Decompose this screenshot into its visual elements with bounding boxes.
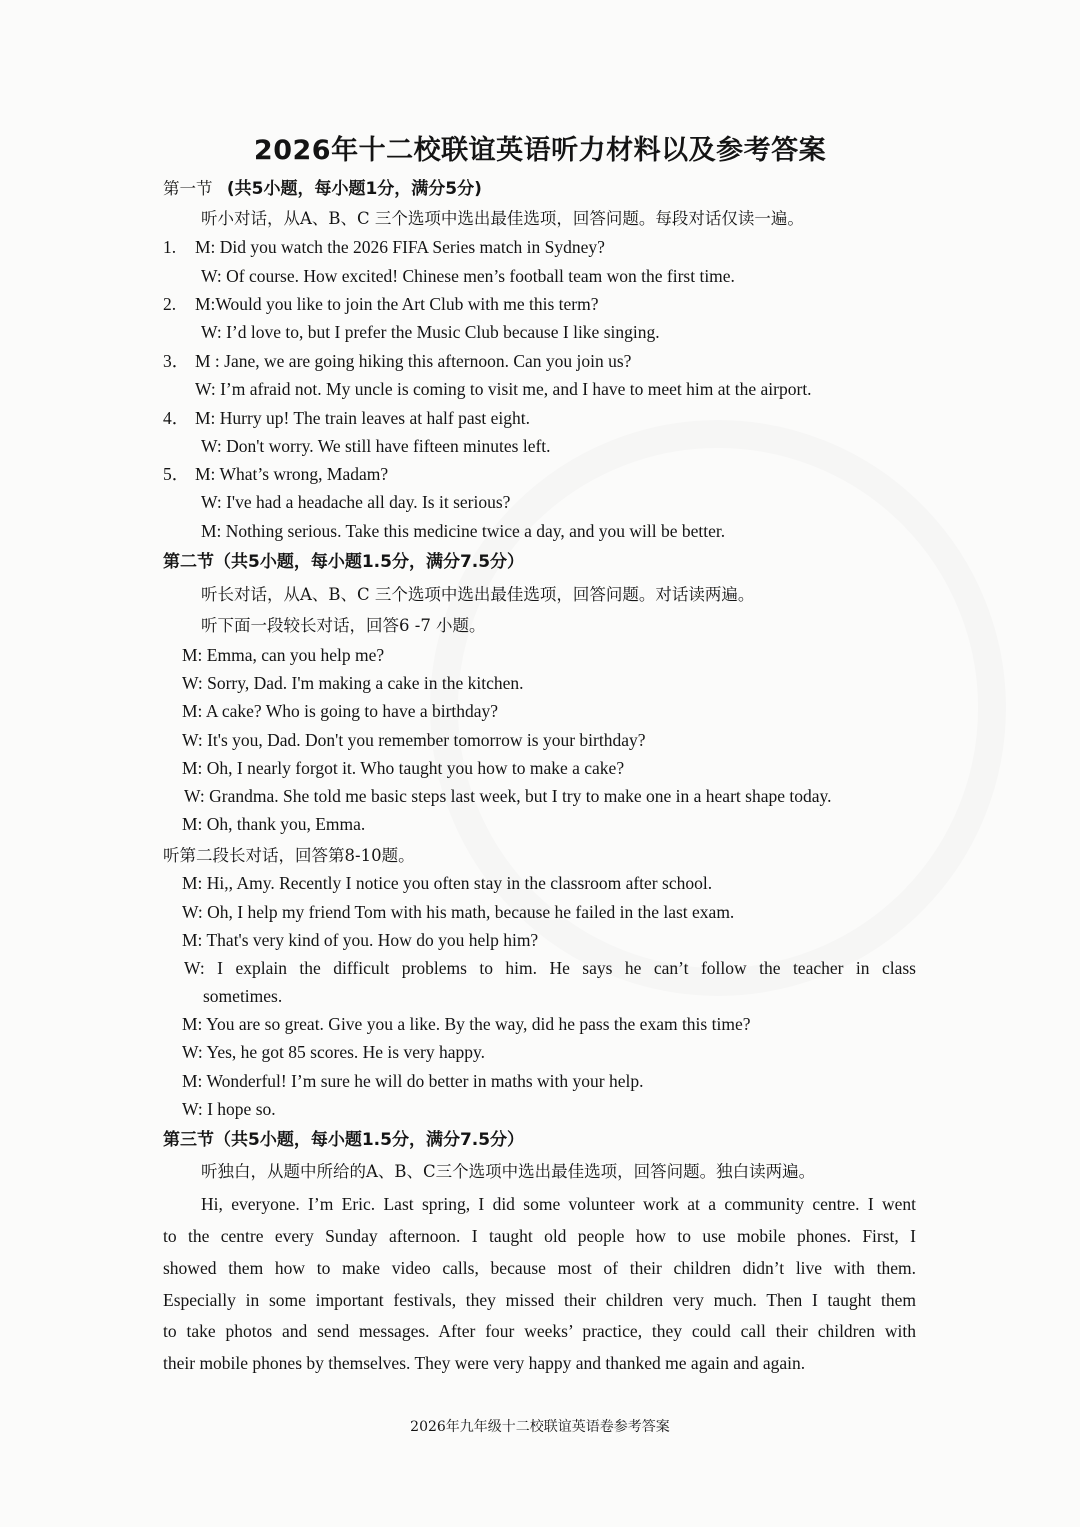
dialog1-line: M: Emma, can you help me? [182,645,385,665]
section2-heading: 第二节（共5小题，每小题1.5分，满分7.5分） [163,552,525,572]
dialog2-line: W: Yes, he got 85 scores. He is very happy. [182,1042,485,1062]
item-number: 3． [163,351,190,371]
dialog2-line: W: I explain the difficult problems to him. He says he can’t follow the teacher in class [184,958,916,978]
dialog2-line: M: You are so great. Give you a like. By the way, did he pass the exam this time? [182,1014,751,1034]
item-5-line-2: W: I've had a headache all day. Is it serious? [201,492,511,512]
section1-label: 第一节 [163,179,213,198]
item-1-line-2: W: Of course. How excited! Chinese men’s football team won the first time. [201,266,735,286]
dialog2-intro: 听第二段长对话，回答第8-10题。 [163,846,415,865]
item-number: 4． [163,408,190,428]
item-2-line-2: W: I’d love to, but I prefer the Music Club because I like singing. [201,322,660,342]
dialog2-line: M: Hi,, Amy. Recently I notice you often stay in the classroom after school. [182,873,713,893]
dialog2-line: W: Oh, I help my friend Tom with his math, because he failed in the last exam. [182,902,735,922]
monologue-line: showed them how to make video calls, because most of their children didn’t live with them. [163,1258,916,1278]
item-5-line-3: M: Nothing serious. Take this medicine twice a day, and you will be better. [201,521,726,541]
dialog1-line: W: Grandma. She told me basic steps last week, but I try to make one in a heart shape today. [184,786,832,806]
page-footer: 2026年九年级十二校联谊英语卷参考答案 [410,1419,670,1435]
item-number: 2. [163,294,177,314]
monologue-line: Hi, everyone. I’m Eric. Last spring, I did some volunteer work at a community centre. I went [201,1194,916,1214]
item-1-line-1: 1. M: Did you watch the 2026 FIFA Series match in Sydney? [163,237,605,257]
item-2-line-1: 2. M:Would you like to join the Art Club with me this term? [163,294,599,314]
dialog2-line: M: That's very kind of you. How do you help him? [182,930,539,950]
monologue-line: their mobile phones by themselves. They were very happy and thanked me again and again. [163,1353,806,1373]
monologue-line: Especially in some important festivals, they missed their children very much. Then I taught them [163,1290,916,1310]
document-title: 2026年十二校联谊英语听力材料以及参考答案 [253,135,827,166]
section3-instruction: 听独白，从题中所给的A、B、C三个选项中选出最佳选项，回答问题。独白读两遍。 [201,1162,816,1181]
dialog2-line: W: I hope so. [182,1099,276,1119]
item-4-line-2: W: Don't worry. We still have fifteen minutes left. [201,436,551,456]
section2-instruction: 听长对话，从A、B、C 三个选项中选出最佳选项，回答问题。对话读两遍。 [201,585,755,604]
monologue-line: to take photos and send messages. After four weeks’ practice, they could call their children with [163,1321,916,1341]
section1-heading [163,177,482,200]
dialog1-line: M: Oh, I nearly forgot it. Who taught you how to make a cake? [182,758,625,778]
section1-instruction: 听小对话，从A、B、C 三个选项中选出最佳选项，回答问题。每段对话仅读一遍。 [201,209,804,228]
dialog1-intro: 听下面一段较长对话，回答6 -7 小题。 [201,616,486,635]
item-number: 1. [163,237,177,257]
section1-scoring: (共5小题，每小题1分，满分5分) [226,179,482,199]
dialog2-line: M: Wonderful! I’m sure he will do better in maths with your help. [182,1071,644,1091]
dialog2-line: sometimes. [203,986,283,1006]
item-3-line-2: W: I’m afraid not. My uncle is coming to visit me, and I have to meet him at the airport. [195,379,812,399]
item-4-line-1: 4． M: Hurry up! The train leaves at half past eight. [163,408,530,428]
item-number: 5． [163,464,190,484]
dialog1-line: W: It's you, Dad. Don't you remember tomorrow is your birthday? [182,730,646,750]
item-3-line-1: 3． M : Jane, we are going hiking this afternoon. Can you join us? [163,351,632,371]
dialog1-line: M: A cake? Who is going to have a birthday? [182,701,499,721]
item-5-line-1: 5． M: What’s wrong, Madam? [163,464,389,484]
section3-heading: 第三节（共5小题，每小题1.5分，满分7.5分） [163,1130,525,1150]
dialog1-line: W: Sorry, Dad. I'm making a cake in the kitchen. [182,673,524,693]
monologue-line: to the centre every Sunday afternoon. I taught old people how to use mobile phones. First, I [163,1226,916,1246]
dialog1-line: M: Oh, thank you, Emma. [182,814,366,834]
